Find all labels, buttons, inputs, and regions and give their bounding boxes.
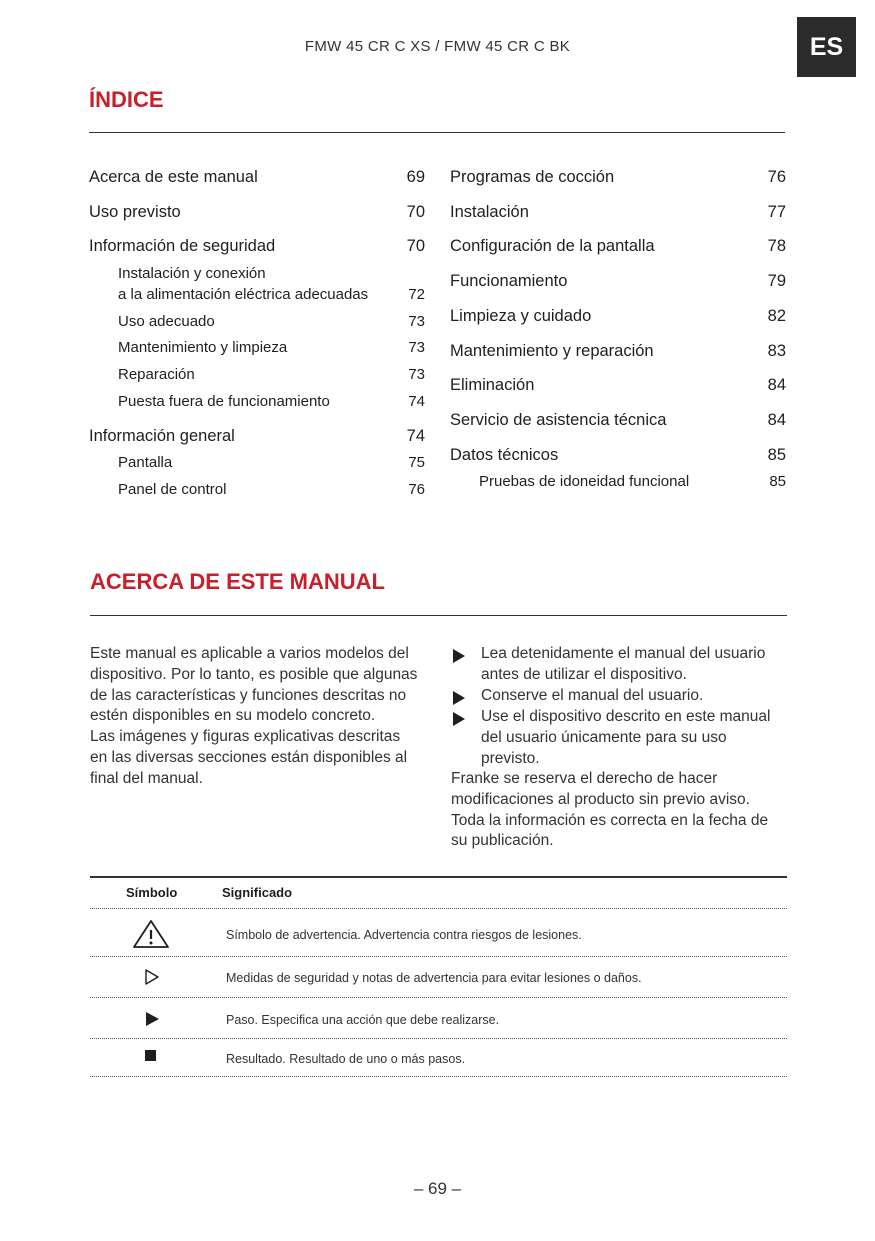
toc-entry-page: 85 (767, 446, 786, 464)
toc-entry-page: 79 (767, 272, 786, 290)
step-arrow-icon (453, 712, 465, 726)
toc-entry[interactable] (118, 393, 425, 410)
toc-entry-page: 78 (767, 237, 786, 255)
table-meaning-text: Resultado. Resultado de uno o más pasos. (226, 1052, 466, 1066)
toc-entry-label: Limpieza y cuidado (450, 307, 592, 325)
toc-entry[interactable] (89, 427, 425, 446)
toc-entry-page: 84 (767, 411, 786, 429)
table-meaning-text: Paso. Especifica una acción que debe realizarse. (226, 1013, 500, 1027)
instruction-step (453, 644, 783, 686)
toc-entry-page: 70 (406, 203, 425, 221)
toc-entry-label: Información general (89, 427, 235, 445)
toc-entry-label: Uso previsto (89, 203, 181, 221)
outline-triangle-icon (144, 968, 160, 986)
paragraph-line: dispositivo. Por lo tanto, es posible que algunas (90, 665, 418, 683)
paragraph-line: Este manual es aplicable a varios modelos del (90, 645, 409, 662)
paragraph-line: en las diversas secciones están disponibles al (90, 748, 408, 766)
table-meaning-text: Símbolo de advertencia. Advertencia contra riesgos de lesiones. (226, 928, 582, 942)
step-arrow-icon (453, 691, 465, 705)
toc-entry-page: 76 (767, 168, 786, 186)
toc-entry[interactable] (450, 376, 786, 395)
toc-entry[interactable] (118, 339, 425, 356)
toc-entry-label: Configuración de la pantalla (450, 237, 655, 255)
toc-entry-page: 77 (767, 203, 786, 221)
paragraph-line: de las características y funciones descritas no (90, 686, 407, 704)
document-model-title: FMW 45 CR C XS / FMW 45 CR C BK (304, 38, 571, 55)
toc-entry-label: Reparación (118, 366, 195, 383)
paragraph-line: su publicación. (451, 832, 554, 850)
instruction-step (453, 707, 783, 769)
about-disclaimer-paragraph (451, 769, 786, 852)
toc-entry-label: Puesta fuera de funcionamiento (118, 393, 330, 410)
toc-entry-label: a la alimentación eléctrica adecuadas (118, 286, 369, 303)
toc-entry-page: 82 (767, 307, 786, 325)
toc-entry-page: 76 (408, 481, 425, 498)
toc-entry-page: 73 (408, 313, 425, 330)
toc-entry-page: 85 (769, 473, 786, 490)
toc-entry-label: Panel de control (118, 481, 227, 498)
filled-square-icon (145, 1050, 156, 1061)
about-intro-paragraph (90, 644, 435, 790)
toc-entry[interactable] (450, 237, 786, 256)
toc-entry[interactable] (118, 454, 425, 471)
toc-entry[interactable] (450, 168, 786, 187)
toc-entry-page: 69 (406, 168, 425, 186)
step-line: del usuario únicamente para su uso (481, 728, 727, 746)
toc-entry[interactable] (450, 203, 786, 222)
table-top-rule (90, 876, 787, 878)
about-heading: ACERCA DE ESTE MANUAL (90, 569, 385, 594)
toc-entry-label: Servicio de asistencia técnica (450, 411, 667, 429)
toc-entry[interactable] (118, 313, 425, 330)
step-line: antes de utilizar el dispositivo. (481, 665, 687, 683)
step-line: Conserve el manual del usuario. (481, 687, 704, 704)
toc-entry-page: 74 (408, 393, 425, 410)
index-divider (89, 132, 785, 133)
toc-entry[interactable] (450, 411, 786, 430)
toc-entry-page: 72 (408, 286, 425, 303)
toc-entry-label: Información de seguridad (89, 237, 276, 255)
paragraph-line: modificaciones al producto sin previo aviso. (451, 790, 750, 808)
toc-entry-label-line1: Instalación y conexión (118, 265, 266, 282)
paragraph-line: estén disponibles en su modelo concreto. (90, 707, 376, 725)
table-row-divider (90, 1038, 787, 1039)
filled-triangle-icon (144, 1010, 160, 1028)
about-divider (90, 615, 787, 616)
table-row-divider (90, 1076, 787, 1077)
toc-entry[interactable] (89, 168, 425, 187)
toc-entry-label: Mantenimiento y reparación (450, 342, 654, 360)
paragraph-line: final del manual. (90, 769, 203, 787)
paragraph-line: Franke se reserva el derecho de hacer (451, 770, 718, 787)
toc-entry-label: Uso adecuado (118, 313, 215, 330)
toc-entry[interactable] (89, 203, 425, 222)
toc-entry[interactable] (450, 307, 786, 326)
toc-entry[interactable] (450, 342, 786, 361)
toc-entry-label: Pruebas de idoneidad funcional (479, 473, 690, 490)
toc-entry-label: Datos técnicos (450, 446, 559, 464)
toc-entry[interactable] (479, 473, 786, 490)
toc-entry-page: 73 (408, 366, 425, 383)
toc-entry-page: 75 (408, 454, 425, 471)
toc-entry[interactable] (118, 366, 425, 383)
toc-entry-page: 83 (767, 342, 786, 360)
paragraph-line: Las imágenes y figuras explicativas descritas (90, 728, 401, 746)
page-number: – 69 – (413, 1179, 462, 1198)
step-arrow-icon (453, 649, 465, 663)
step-line: previsto. (481, 749, 540, 767)
toc-entry[interactable] (450, 446, 786, 465)
toc-entry-label: Eliminación (450, 376, 535, 394)
step-line: Lea detenidamente el manual del usuario (481, 645, 766, 662)
toc-entry-page: 70 (406, 237, 425, 255)
toc-entry[interactable] (89, 237, 425, 256)
toc-entry-label: Funcionamiento (450, 272, 568, 290)
table-row-divider (90, 997, 787, 998)
paragraph-line: Toda la información es correcta en la fecha de (451, 811, 769, 829)
index-heading: ÍNDICE (89, 87, 164, 112)
toc-entry[interactable] (118, 286, 425, 303)
table-row-divider (90, 908, 787, 909)
step-line: Use el dispositivo descrito en este manual (481, 708, 771, 725)
language-badge: ES (797, 17, 856, 77)
table-meaning-text: Medidas de seguridad y notas de advertencia para evitar lesiones o daños. (226, 971, 642, 985)
table-header-meaning: Significado (222, 885, 293, 900)
warning-triangle-icon (132, 919, 170, 949)
toc-entry-page: 74 (406, 427, 425, 445)
toc-entry-label: Pantalla (118, 454, 173, 471)
toc-entry-label: Acerca de este manual (89, 168, 258, 186)
toc-entry-label: Instalación (450, 203, 529, 221)
table-header-symbol: Símbolo (126, 885, 178, 900)
instruction-step (453, 686, 783, 707)
toc-entry-label: Programas de cocción (450, 168, 615, 186)
toc-entry-page: 84 (767, 376, 786, 394)
toc-entry[interactable] (118, 481, 425, 498)
toc-entry-label: Mantenimiento y limpieza (118, 339, 288, 356)
toc-entry-page: 73 (408, 339, 425, 356)
toc-entry[interactable] (450, 272, 786, 291)
table-row-divider (90, 956, 787, 957)
